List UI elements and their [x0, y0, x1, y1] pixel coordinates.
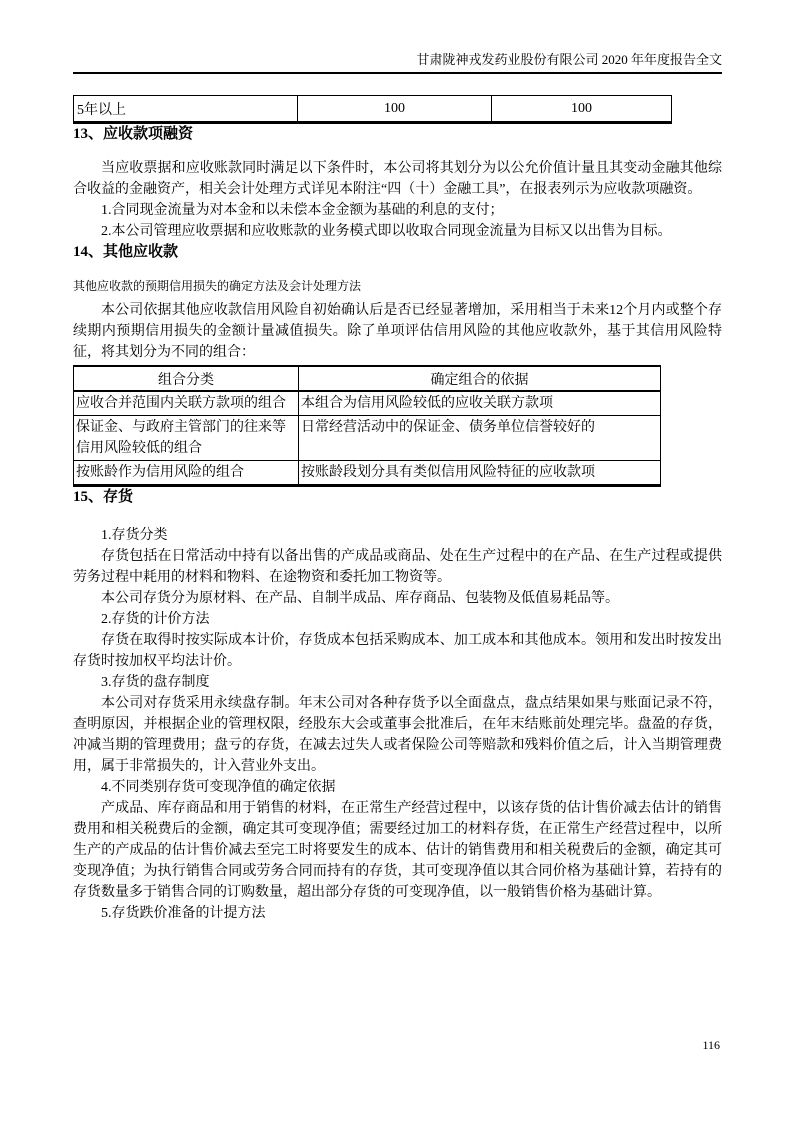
- section-14-note: 其他应收款的预期信用损失的确定方法及会计处理方法: [73, 279, 362, 293]
- aging-table-row: [74, 96, 672, 123]
- paragraph: 产成品、库存商品和用于销售的材料，在正常生产经营过程中，以该存货的估计售价减去估计的销售费用和相关税费后的金额，确定其可变现净值；需要经过加工的材料存货，在正常生产经营过程中，以所生产的产成品的估计售价减去至完工时将要发生的成本、估计的销售费用和相关税费后的金额，确定其可变现净值；为执行销售合同或劳务合同而持有的存货，其可变现净值以其合同价格为基础计算，若持有的存货数量多于销售合同的订购数量，超出部分存货的可变现净值，以一般销售价格为基础计算。: [73, 801, 722, 900]
- table-cell: 日常经营活动中的保证金、债务单位信誉较好的: [299, 416, 661, 461]
- section-14-body: [73, 300, 722, 363]
- section-15-heading: 15、存货: [73, 489, 134, 505]
- table-row: [74, 391, 661, 416]
- paragraph: 1.合同现金流量为对本金和以未偿本金金额为基础的利息的支付；: [101, 203, 504, 218]
- section-13-heading: 13、应收款项融资: [73, 126, 194, 142]
- aging-label-cell: 5年以上: [74, 96, 298, 123]
- paragraph: 存货在取得时按实际成本计价，存货成本包括采购成本、加工成本和其他成本。领用和发出时按发出存货时按加权平均法计价。: [73, 633, 722, 669]
- paragraph: 存货包括在日常活动中持有以备出售的产成品或商品、处在生产过程中的在产品、在生产过程或提供劳务过程中耗用的材料和物料、在途物资和委托加工物资等。: [73, 549, 722, 585]
- combination-table: [73, 365, 661, 487]
- paragraph: 本公司存货分为原材料、在产品、自制半成品、库存商品、包装物及低值易耗品等。: [101, 591, 619, 606]
- paragraph: 4.不同类别存货可变现净值的确定依据: [101, 780, 336, 795]
- section-13-body: [73, 158, 722, 242]
- aging-value-cell-2: 100: [492, 96, 672, 123]
- table-cell: 按账龄段划分具有类似信用风险特征的应收款项: [299, 461, 661, 486]
- paragraph: 当应收票据和应收账款同时满足以下条件时，本公司将其划分为以公允价值计量且其变动金融其他综合收益的金融资产，相关会计处理方式详见本附注“四（十）金融工具”，在报表列示为应收款项融资。: [73, 161, 722, 197]
- page-header: [73, 0, 722, 74]
- aging-value-cell-1: 100: [298, 96, 492, 123]
- paragraph: 5.存货跌价准备的计提方法: [101, 906, 266, 921]
- table-cell: 保证金、与政府主管部门的往来等信用风险较低的组合: [74, 416, 299, 461]
- paragraph: 本公司依据其他应收款信用风险自初始确认后是否已经显著增加，采用相当于未来12个月内或整个存续期内预期信用损失的金额计量减值损失。除了单项评估信用风险的其他应收款外，基于其信用风险特征，将其划分为不同的组合：: [73, 303, 722, 360]
- combination-header-cell: 确定组合的依据: [299, 366, 661, 391]
- table-cell: 应收合并范围内关联方款项的组合: [74, 391, 299, 416]
- paragraph: 本公司对存货采用永续盘存制。年末公司对各种存货予以全面盘点，盘点结果如果与账面记录不符，查明原因，并根据企业的管理权限，经股东大会或董事会批准后，在年末结账前处理完毕。盘盈的存货，冲减当期的管理费用；盘亏的存货，在减去过失人或者保险公司等赔款和残料价值之后，计入当期管理费用，属于非常损失的，计入营业外支出。: [73, 696, 722, 774]
- combination-header-cell: 组合分类: [74, 366, 299, 391]
- section-14-heading: 14、其他应收款: [73, 244, 179, 260]
- paragraph: 3.存货的盘存制度: [101, 675, 210, 690]
- table-cell: 本组合为信用风险较低的应收关联方款项: [299, 391, 661, 416]
- section-15-body: [73, 525, 722, 924]
- table-row: [74, 461, 661, 486]
- table-row: [74, 416, 661, 461]
- paragraph: 2.本公司管理应收票据和应收账款的业务模式即以收取合同现金流量为目标又以出售为目标。: [101, 224, 672, 239]
- combination-table-header-row: [74, 366, 661, 391]
- table-cell: 按账龄作为信用风险的组合: [74, 461, 299, 486]
- aging-table: [73, 95, 672, 124]
- page-header-title: 甘肃陇神戎发药业股份有限公司 2020 年年度报告全文: [416, 52, 722, 67]
- page-number: 116: [702, 1038, 720, 1052]
- paragraph: 1.存货分类: [101, 528, 168, 543]
- paragraph: 2.存货的计价方法: [101, 612, 210, 627]
